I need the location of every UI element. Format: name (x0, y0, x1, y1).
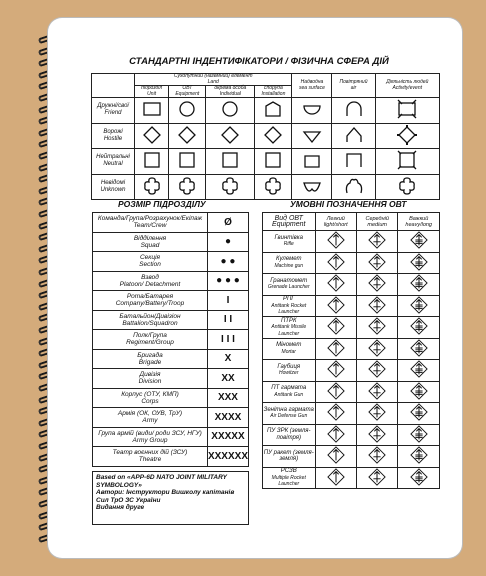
unit-size-label: Армія (ОК, ОУВ, ТрУ) Army (93, 408, 208, 428)
equipment-label: Кулемет Machine gun (263, 252, 316, 274)
unit-size-symbol: I I I (207, 330, 248, 350)
unknown-frame-icon (292, 174, 332, 200)
equipment-header: Вид ОВТ Equipment (263, 213, 316, 231)
unknown-frame-icon (332, 174, 375, 200)
unknown-frame-icon (135, 174, 169, 200)
equipment-symbol-icon (356, 381, 397, 403)
equipment-symbol-icon (315, 295, 356, 317)
class-header-medium: Середній medium (356, 213, 397, 231)
equipment-symbol-icon (398, 252, 440, 274)
equipment-symbol-icon (315, 252, 356, 274)
identifiers-table (91, 73, 440, 200)
equipment-symbol-icon (356, 360, 397, 382)
equipment-row (263, 403, 440, 425)
unit-size-symbol: I (207, 291, 248, 311)
col-header-installation: споруда Installation (255, 86, 292, 98)
hostile-frame-icon (135, 123, 169, 149)
equipment-symbol-icon (356, 252, 397, 274)
equipment-row (263, 381, 440, 403)
equipment-symbol-icon (356, 446, 397, 468)
neutral-frame-icon (135, 149, 169, 175)
unit-size-row (93, 252, 249, 272)
equipment-label: Гранатомет Grenade Launcher (263, 274, 316, 296)
equipment-symbol-icon (398, 446, 440, 468)
unit-size-label: Корпус (ОТУ, КМП) Corps (93, 388, 208, 408)
col-header-unit: підрозділ Unit (135, 86, 169, 98)
equipment-symbol-icon (356, 338, 397, 360)
equipment-symbol-icon (315, 446, 356, 468)
unit-size-symbol: Ø (207, 213, 248, 233)
equipment-symbol-icon (315, 424, 356, 446)
equipment-row (263, 467, 440, 489)
col-header-sea: Надводна sea surface (292, 74, 332, 98)
equipment-symbol-icon (398, 381, 440, 403)
equipment-row (263, 424, 440, 446)
hostile-frame-icon (332, 123, 375, 149)
unit-size-row (93, 330, 249, 350)
unit-size-symbol: ● (207, 232, 248, 252)
class-header-light: Легкий light/short (315, 213, 356, 231)
unit-size-symbol: XXXXXX (207, 447, 248, 467)
equipment-label: Міномет Mortar (263, 338, 316, 360)
equipment-symbol-icon (398, 231, 440, 253)
equipment-symbol-icon (398, 403, 440, 425)
equipment-label: ПТРК Antitank Missile Launcher (263, 317, 316, 339)
equipment-row (263, 317, 440, 339)
corner-cell (92, 74, 135, 98)
equipment-symbol-icon (356, 317, 397, 339)
unit-size-row (93, 232, 249, 252)
equipment-label: РПГ Antitank Rocket Launcher (263, 295, 316, 317)
unit-size-row (93, 310, 249, 330)
equipment-row (263, 274, 440, 296)
credits-source: Based on «APP-6D NATO JOINT MILITARY SYMBOLOGY» (96, 474, 227, 489)
equipment-row (263, 295, 440, 317)
equipment-symbol-icon (356, 467, 397, 489)
hostile-frame-icon (206, 123, 255, 149)
unit-size-label: Театр воєнних дій (ЗСУ) Theatre (93, 447, 208, 467)
unit-size-symbol: ● ● (207, 252, 248, 272)
equipment-symbol-icon (398, 338, 440, 360)
equipment-symbol-icon (356, 295, 397, 317)
friend-frame-icon (255, 98, 292, 124)
equipment-table (262, 212, 440, 489)
unit-size-row (93, 388, 249, 408)
unit-size-symbol: XXXX (207, 408, 248, 428)
class-header-heavy: Важкий heavy/long (398, 213, 440, 231)
identifier-row-label: Ворожі Hostile (92, 123, 135, 149)
neutral-frame-icon (169, 149, 206, 175)
unknown-frame-icon (255, 174, 292, 200)
equipment-symbol-icon (315, 317, 356, 339)
unit-size-symbol: X (207, 349, 248, 369)
unit-size-row (93, 447, 249, 467)
hostile-frame-icon (169, 123, 206, 149)
unit-size-symbol: ● ● ● (207, 271, 248, 291)
unit-size-row (93, 349, 249, 369)
equipment-label: ПУ ракет (земля-земля) (263, 446, 316, 468)
unknown-frame-icon (169, 174, 206, 200)
credits-edition: Видання друге (96, 504, 145, 512)
col-header-equipment: ОВТ Equipment (169, 86, 206, 98)
equipment-label: РСЗВ Multiple Rocket Launcher (263, 467, 316, 489)
neutral-frame-icon (255, 149, 292, 175)
equipment-symbol-icon (315, 360, 356, 382)
friend-frame-icon (169, 98, 206, 124)
equipment-symbol-icon (315, 381, 356, 403)
equipment-row (263, 446, 440, 468)
friend-frame-icon (332, 98, 375, 124)
unit-size-label: Секція Section (93, 252, 208, 272)
credits-org: Сил ТрО ЗС України (96, 496, 161, 504)
equipment-symbol-icon (315, 231, 356, 253)
identifier-row-label: Дружні/свої Friend (92, 98, 135, 124)
hostile-frame-icon (292, 123, 332, 149)
unit-size-row (93, 213, 249, 233)
equipment-symbol-icon (398, 295, 440, 317)
credits-authors: Автори: Інструктори Вишколу капітанів (96, 489, 235, 497)
equipment-symbol-icon (398, 467, 440, 489)
unit-size-label: Група армій (види/ роди ЗСУ, НГУ) Army Group (93, 427, 208, 447)
neutral-frame-icon (332, 149, 375, 175)
unit-size-label: Бригада Brigade (93, 349, 208, 369)
identifier-row-label: Невідомі Unknown (92, 174, 135, 200)
friend-frame-icon (135, 98, 169, 124)
unit-size-label: Дивізія Division (93, 369, 208, 389)
unit-size-symbol: XXX (207, 388, 248, 408)
neutral-frame-icon (292, 149, 332, 175)
equipment-symbol-icon (315, 467, 356, 489)
page-title: СТАНДАРТНІ ІНДЕНТИФІКАТОРИ / ФІЗИЧНА СФЕРА ДІЙ (129, 56, 389, 67)
unit-size-label: Полк/Група Regiment/Group (93, 330, 208, 350)
identifier-row-hostile (92, 123, 440, 149)
identifier-row-neutral (92, 149, 440, 175)
unit-size-table (92, 212, 249, 467)
unit-size-row (93, 291, 249, 311)
unit-size-label: Команда/Група/Розрахунок/Екіпаж Team/Crew (93, 213, 208, 233)
unit-size-label: Відділення Squad (93, 232, 208, 252)
unit-size-label: Взвод Platoon/ Detachment (93, 271, 208, 291)
equipment-row (263, 360, 440, 382)
equipment-symbol-icon (356, 231, 397, 253)
neutral-frame-icon (375, 149, 439, 175)
equipment-label: Гвинтівка Rifle (263, 231, 316, 253)
unit-size-row (93, 271, 249, 291)
identifier-row-label: Нейтральні Neutral (92, 149, 135, 175)
identifier-row-friend (92, 98, 440, 124)
land-group-header: Сухопутний (наземний) елемент Land (135, 74, 292, 86)
unit-size-title: РОЗМІР ПІДРОЗДІЛУ (118, 199, 206, 209)
col-header-individual: окрема особа Individual (206, 86, 255, 98)
unit-size-row (93, 369, 249, 389)
friend-frame-icon (375, 98, 439, 124)
equipment-title: УМОВНІ ПОЗНАЧЕННЯ ОВТ (290, 199, 407, 209)
identifier-row-unknown (92, 174, 440, 200)
unit-size-symbol: I I (207, 310, 248, 330)
equipment-symbol-icon (398, 317, 440, 339)
unit-size-label: Рота/Батарея Company/Battery/Troop (93, 291, 208, 311)
equipment-row (263, 252, 440, 274)
unit-size-symbol: XX (207, 369, 248, 389)
equipment-symbol-icon (315, 274, 356, 296)
equipment-symbol-icon (356, 403, 397, 425)
unit-size-row (93, 408, 249, 428)
equipment-row (263, 231, 440, 253)
equipment-row (263, 338, 440, 360)
equipment-symbol-icon (398, 274, 440, 296)
equipment-symbol-icon (398, 360, 440, 382)
neutral-frame-icon (206, 149, 255, 175)
friend-frame-icon (292, 98, 332, 124)
equipment-symbol-icon (356, 274, 397, 296)
equipment-label: ПТ гармата Antitank Gun (263, 381, 316, 403)
col-header-air: Повітряний air (332, 74, 375, 98)
credits-box (92, 471, 249, 525)
equipment-symbol-icon (315, 338, 356, 360)
hostile-frame-icon (255, 123, 292, 149)
friend-frame-icon (206, 98, 255, 124)
equipment-label: Зенітна гармата Air Defense Gun (263, 403, 316, 425)
col-header-activity: Діяльність людей Activity/event (375, 74, 439, 98)
equipment-symbol-icon (315, 403, 356, 425)
equipment-label: ПУ ЗРК (земля-повітря) (263, 424, 316, 446)
unit-size-symbol: XXXXX (207, 427, 248, 447)
hostile-frame-icon (375, 123, 439, 149)
unit-size-row (93, 427, 249, 447)
equipment-symbol-icon (356, 424, 397, 446)
unit-size-label: Батальйон/Дивізіон Battalion/Squadron (93, 310, 208, 330)
unknown-frame-icon (206, 174, 255, 200)
unknown-frame-icon (375, 174, 439, 200)
equipment-symbol-icon (398, 424, 440, 446)
equipment-label: Гаубиця Howitzer (263, 360, 316, 382)
